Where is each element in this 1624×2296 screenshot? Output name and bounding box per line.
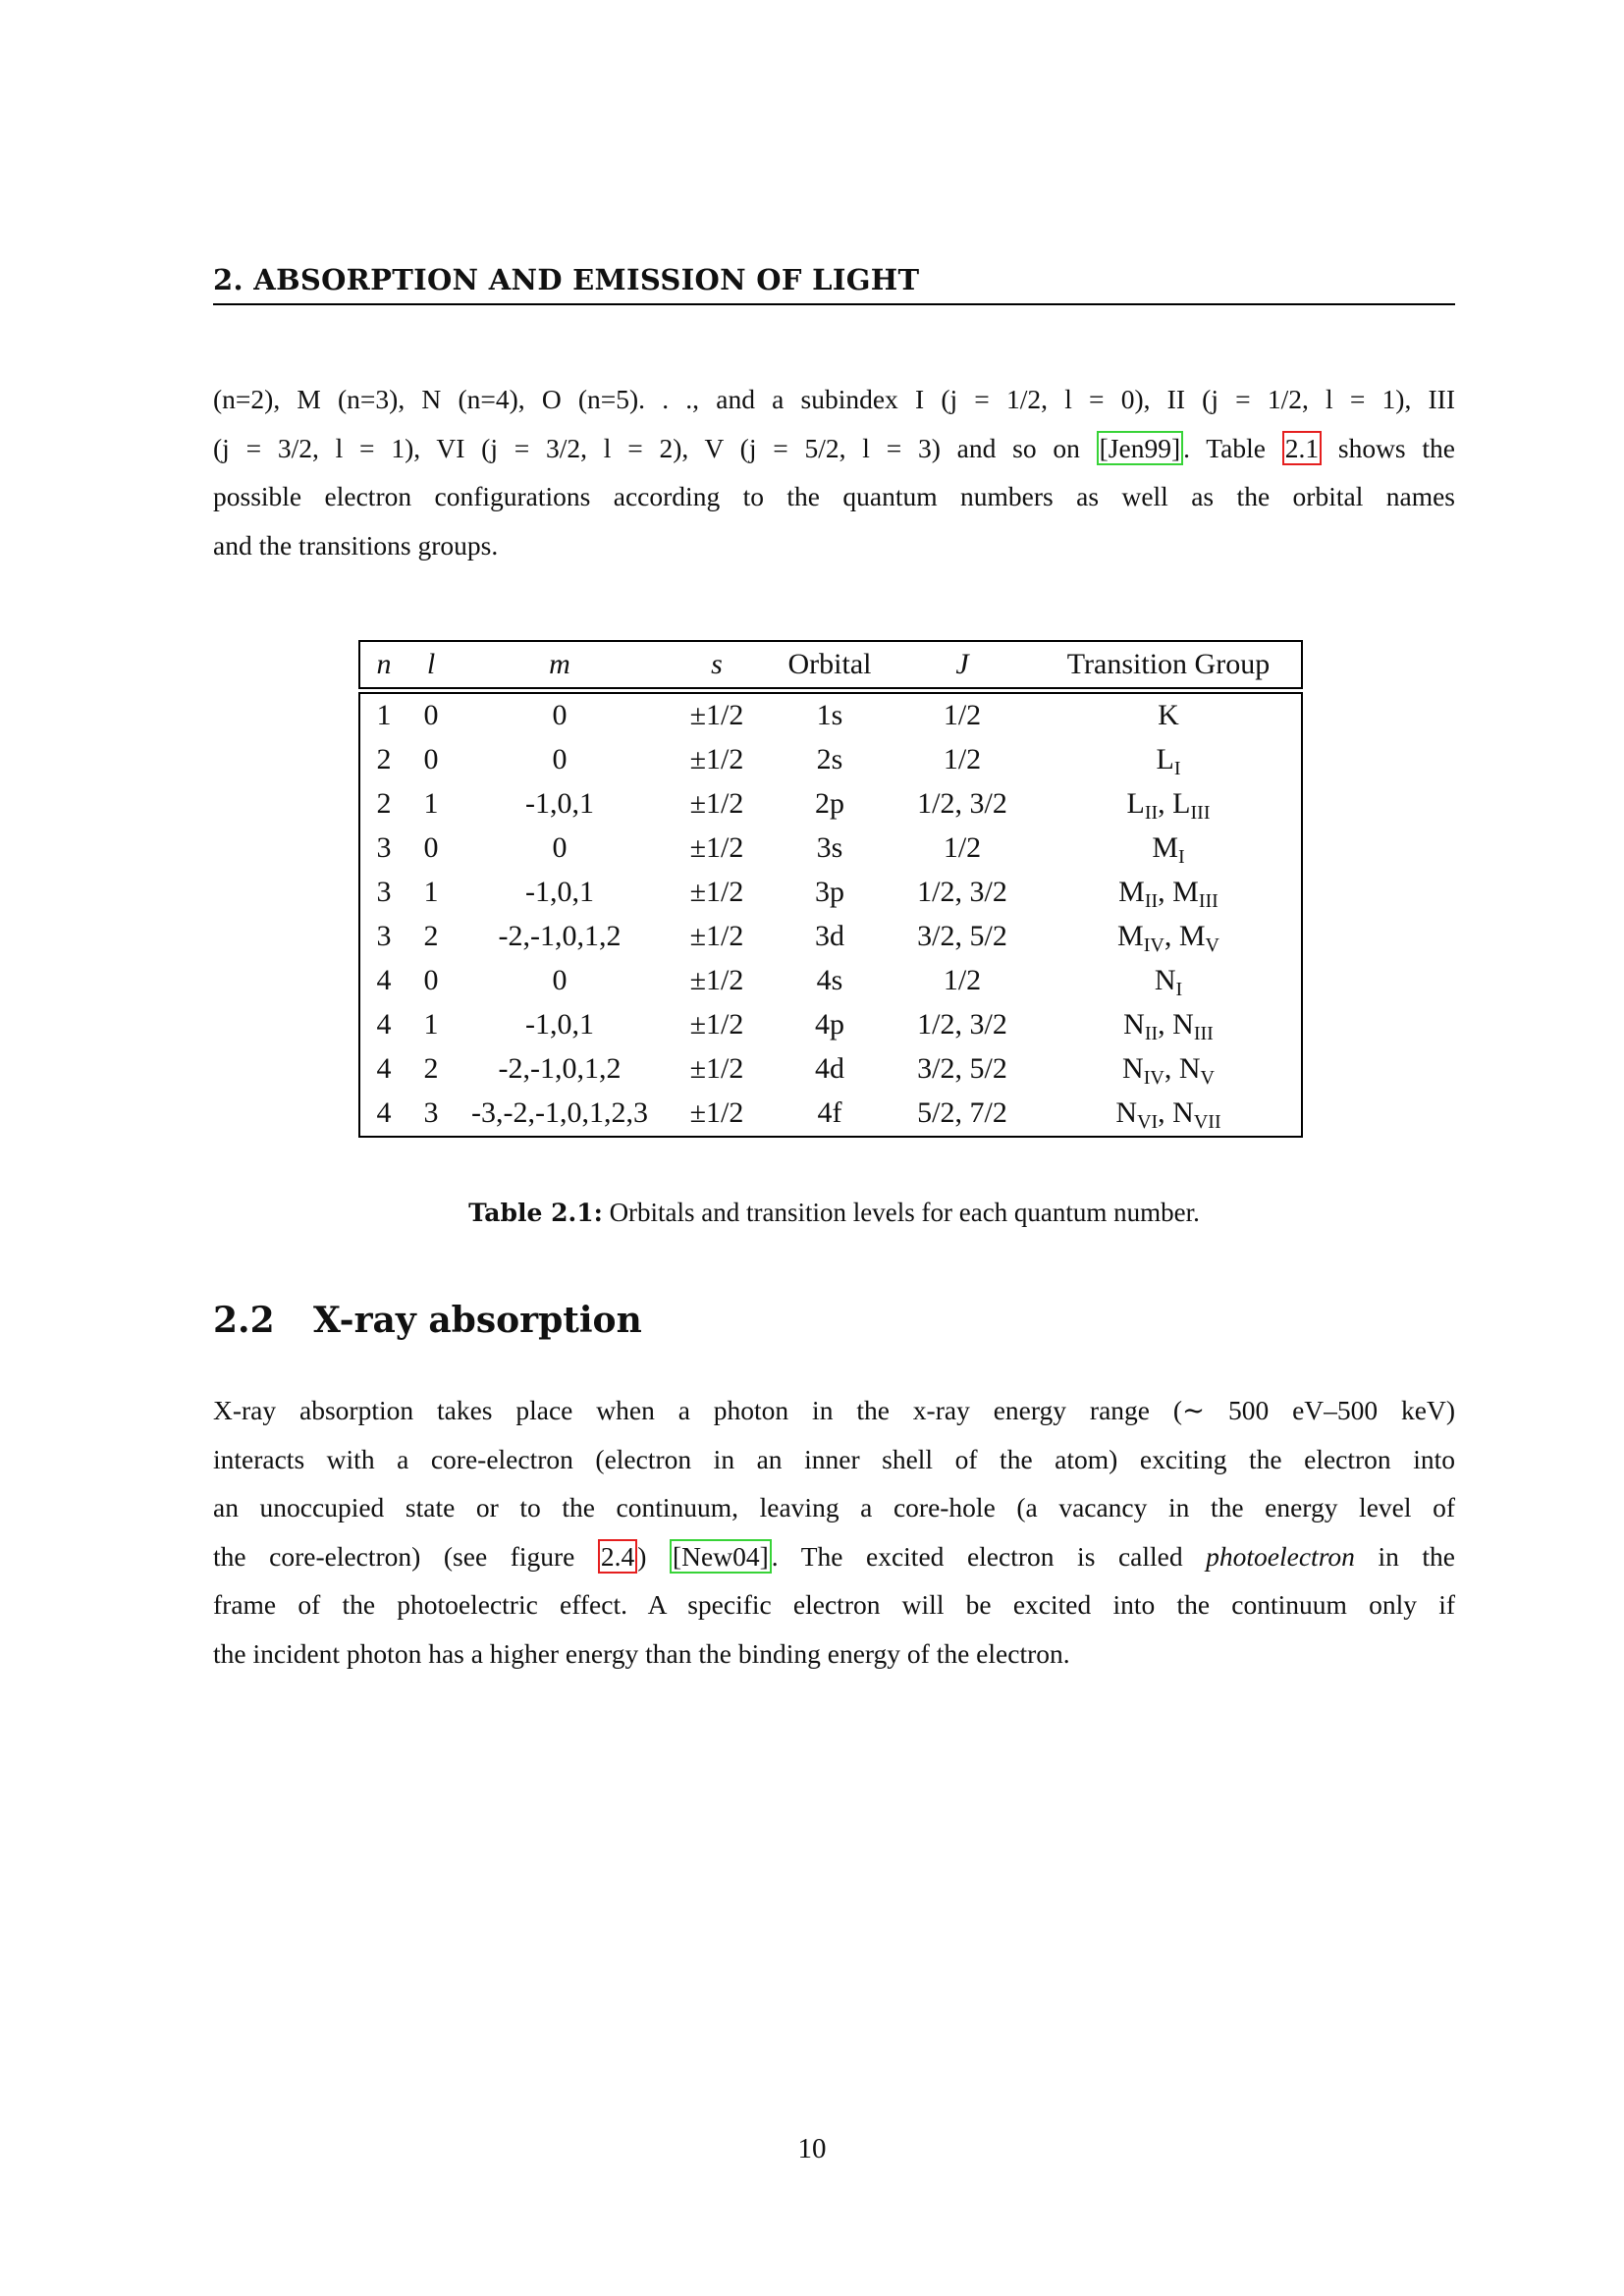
header-orbital: Orbital bbox=[787, 648, 872, 680]
text-run: the core-electron) (see figure bbox=[213, 1540, 598, 1572]
table-reference-link[interactable]: 2.1 bbox=[1282, 431, 1322, 465]
intro-paragraph bbox=[213, 375, 1455, 569]
table-caption bbox=[213, 1198, 1455, 1228]
group-subscript: VI bbox=[1137, 1111, 1159, 1133]
cell-j: 3/2, 5/2 bbox=[917, 920, 1007, 952]
cell-n: 3 bbox=[376, 920, 392, 952]
cell-n: 3 bbox=[376, 876, 392, 908]
group-subscript: I bbox=[1178, 846, 1185, 868]
header-j: J bbox=[955, 648, 969, 680]
group-subscript: II bbox=[1144, 1023, 1159, 1044]
cell-transition-group bbox=[1041, 1096, 1296, 1133]
group-separator: , bbox=[1164, 920, 1179, 952]
running-head: 2. ABSORPTION AND EMISSION OF LIGHT bbox=[213, 263, 920, 296]
group-letter: N bbox=[1172, 1096, 1194, 1129]
group-subscript: I bbox=[1175, 979, 1183, 1000]
cell-orbital: 3d bbox=[815, 920, 844, 952]
figure-reference-link[interactable]: 2.4 bbox=[598, 1539, 637, 1574]
cell-j: 3/2, 5/2 bbox=[917, 1052, 1007, 1085]
cell-l: 1 bbox=[423, 1008, 439, 1041]
text-line: interacts with a core-electron (electron in an inner shell of the atom) exciting the electron into bbox=[213, 1443, 1455, 1474]
cell-n: 2 bbox=[376, 787, 392, 820]
cell-m: -1,0,1 bbox=[525, 1008, 594, 1041]
text-run: (j = 3/2, l = 1), VI (j = 3/2, l = 2), V (j = 5/2, l = 3) and so on bbox=[213, 432, 1097, 463]
cell-transition-group bbox=[1041, 699, 1296, 732]
group-letter: L bbox=[1156, 743, 1174, 775]
cell-m: -1,0,1 bbox=[525, 787, 594, 820]
cell-orbital: 1s bbox=[816, 699, 843, 731]
cell-s: ±1/2 bbox=[689, 1008, 744, 1041]
cell-transition-group bbox=[1041, 787, 1296, 824]
cell-l: 2 bbox=[423, 1052, 439, 1085]
cell-n: 1 bbox=[376, 699, 392, 731]
cell-j: 1/2 bbox=[943, 699, 982, 731]
group-subscript: VII bbox=[1193, 1111, 1221, 1133]
group-subscript: IV bbox=[1143, 1067, 1164, 1089]
cell-transition-group bbox=[1041, 831, 1296, 868]
cell-transition-group bbox=[1041, 1008, 1296, 1044]
text-run: . Table bbox=[1183, 432, 1282, 463]
page-number: 10 bbox=[797, 2133, 827, 2164]
cell-l: 0 bbox=[423, 831, 439, 864]
group-letter: L bbox=[1126, 787, 1145, 820]
group-subscript: V bbox=[1205, 934, 1219, 956]
text-run: ) bbox=[637, 1540, 671, 1572]
cell-orbital: 2s bbox=[816, 743, 843, 775]
citation-link-jen99[interactable]: [Jen99] bbox=[1097, 431, 1183, 465]
header-transition-group: Transition Group bbox=[1066, 648, 1271, 680]
cell-l: 1 bbox=[423, 876, 439, 908]
cell-s: ±1/2 bbox=[689, 787, 744, 820]
group-letter: M bbox=[1117, 920, 1144, 952]
group-letter: N bbox=[1115, 1096, 1138, 1129]
cell-transition-group bbox=[1041, 743, 1296, 779]
group-letter: K bbox=[1158, 699, 1179, 731]
cell-m: -1,0,1 bbox=[525, 876, 594, 908]
cell-n: 3 bbox=[376, 831, 392, 864]
section-number: 2.2 bbox=[213, 1300, 275, 1341]
text-line: and the transitions groups. bbox=[213, 529, 499, 561]
group-letter: L bbox=[1172, 787, 1191, 820]
cell-l: 2 bbox=[423, 920, 439, 952]
cell-s: ±1/2 bbox=[689, 743, 744, 775]
cell-s: ±1/2 bbox=[689, 1052, 744, 1085]
group-separator: , bbox=[1158, 876, 1173, 908]
text-run: . The excited electron is called bbox=[771, 1540, 1207, 1572]
group-subscript: III bbox=[1190, 802, 1211, 824]
section-title: X-ray absorption bbox=[313, 1300, 642, 1341]
cell-s: ±1/2 bbox=[689, 699, 744, 731]
cell-l: 1 bbox=[423, 787, 439, 820]
cell-j: 1/2, 3/2 bbox=[917, 787, 1007, 820]
header-l: l bbox=[426, 648, 436, 680]
group-subscript: II bbox=[1144, 890, 1159, 912]
group-letter: N bbox=[1172, 1008, 1194, 1041]
cell-m: 0 bbox=[552, 699, 568, 731]
cell-s: ±1/2 bbox=[689, 831, 744, 864]
cell-j: 1/2, 3/2 bbox=[917, 876, 1007, 908]
cell-m: 0 bbox=[552, 743, 568, 775]
emphasis-term: photoelectron bbox=[1206, 1540, 1355, 1572]
group-letter: N bbox=[1122, 1052, 1144, 1085]
header-s: s bbox=[711, 648, 723, 680]
text-line: X-ray absorption takes place when a photon in the x-ray energy range (∼ 500 eV–500 keV) bbox=[213, 1395, 1455, 1425]
group-letter: M bbox=[1178, 920, 1206, 952]
caption-label: Table 2.1: bbox=[468, 1199, 603, 1227]
cell-j: 1/2 bbox=[943, 964, 982, 996]
section-heading bbox=[213, 1300, 642, 1341]
cell-n: 4 bbox=[376, 1052, 392, 1085]
cell-m: -3,-2,-1,0,1,2,3 bbox=[471, 1096, 648, 1129]
group-subscript: IV bbox=[1143, 934, 1164, 956]
caption-text: Orbitals and transition levels for each quantum number. bbox=[602, 1198, 1200, 1227]
xray-paragraph bbox=[213, 1386, 1455, 1678]
text-run: in the bbox=[1354, 1540, 1455, 1572]
group-subscript: III bbox=[1198, 890, 1218, 912]
cell-s: ±1/2 bbox=[689, 1096, 744, 1129]
cell-n: 4 bbox=[376, 1008, 392, 1041]
cell-n: 4 bbox=[376, 964, 392, 996]
cell-transition-group bbox=[1041, 876, 1296, 912]
text-line: the incident photon has a higher energy than the binding energy of the electron. bbox=[213, 1637, 1070, 1669]
cell-l: 0 bbox=[423, 699, 439, 731]
cell-j: 5/2, 7/2 bbox=[917, 1096, 1007, 1129]
group-subscript: III bbox=[1193, 1023, 1214, 1044]
group-letter: M bbox=[1118, 876, 1145, 908]
group-letter: N bbox=[1123, 1008, 1145, 1041]
cell-orbital: 4p bbox=[815, 1008, 844, 1041]
group-separator: , bbox=[1158, 1096, 1173, 1129]
header-n: n bbox=[376, 648, 392, 680]
cell-orbital: 4d bbox=[815, 1052, 844, 1085]
cell-orbital: 3p bbox=[815, 876, 844, 908]
cell-s: ±1/2 bbox=[689, 876, 744, 908]
cell-orbital: 3s bbox=[816, 831, 843, 864]
text-line: possible electron configurations according to the quantum numbers as well as the orbital names bbox=[213, 481, 1455, 511]
cell-transition-group bbox=[1041, 1052, 1296, 1089]
cell-orbital: 4s bbox=[816, 964, 843, 996]
group-separator: , bbox=[1158, 1008, 1173, 1041]
group-letter: N bbox=[1154, 964, 1176, 996]
cell-n: 4 bbox=[376, 1096, 392, 1129]
cell-transition-group bbox=[1041, 964, 1296, 1000]
cell-transition-group bbox=[1041, 920, 1296, 956]
cell-j: 1/2, 3/2 bbox=[917, 1008, 1007, 1041]
cell-l: 0 bbox=[423, 964, 439, 996]
cell-m: -2,-1,0,1,2 bbox=[498, 920, 622, 952]
header-rule bbox=[213, 303, 1455, 305]
group-subscript: I bbox=[1173, 758, 1181, 779]
cell-l: 3 bbox=[423, 1096, 439, 1129]
text-line: an unoccupied state or to the continuum, leaving a core-hole (a vacancy in the energy level of bbox=[213, 1492, 1455, 1522]
cell-m: -2,-1,0,1,2 bbox=[498, 1052, 622, 1085]
cell-m: 0 bbox=[552, 831, 568, 864]
cell-j: 1/2 bbox=[943, 831, 982, 864]
group-letter: M bbox=[1152, 831, 1178, 864]
cell-s: ±1/2 bbox=[689, 964, 744, 996]
cell-orbital: 4f bbox=[817, 1096, 842, 1129]
cell-orbital: 2p bbox=[815, 787, 844, 820]
group-subscript: V bbox=[1200, 1067, 1215, 1089]
cell-n: 2 bbox=[376, 743, 392, 775]
cell-m: 0 bbox=[552, 964, 568, 996]
group-separator: , bbox=[1158, 787, 1173, 820]
group-separator: , bbox=[1164, 1052, 1179, 1085]
header-m: m bbox=[549, 648, 570, 680]
cell-j: 1/2 bbox=[943, 743, 982, 775]
cell-l: 0 bbox=[423, 743, 439, 775]
citation-link-new04[interactable]: [New04] bbox=[670, 1539, 772, 1574]
group-letter: M bbox=[1172, 876, 1199, 908]
group-subscript: II bbox=[1144, 802, 1159, 824]
text-line: frame of the photoelectric effect. A specific electron will be excited into the continuum only if bbox=[213, 1589, 1455, 1620]
text-line bbox=[213, 1532, 1455, 1581]
group-letter: N bbox=[1178, 1052, 1201, 1085]
text-line: (n=2), M (n=3), N (n=4), O (n=5). . ., and a subindex I (j = 1/2, l = 0), II (j = 1/2, l = 1), III bbox=[213, 384, 1455, 414]
text-line bbox=[213, 424, 1455, 473]
text-run: shows the bbox=[1322, 432, 1455, 463]
cell-s: ±1/2 bbox=[689, 920, 744, 952]
